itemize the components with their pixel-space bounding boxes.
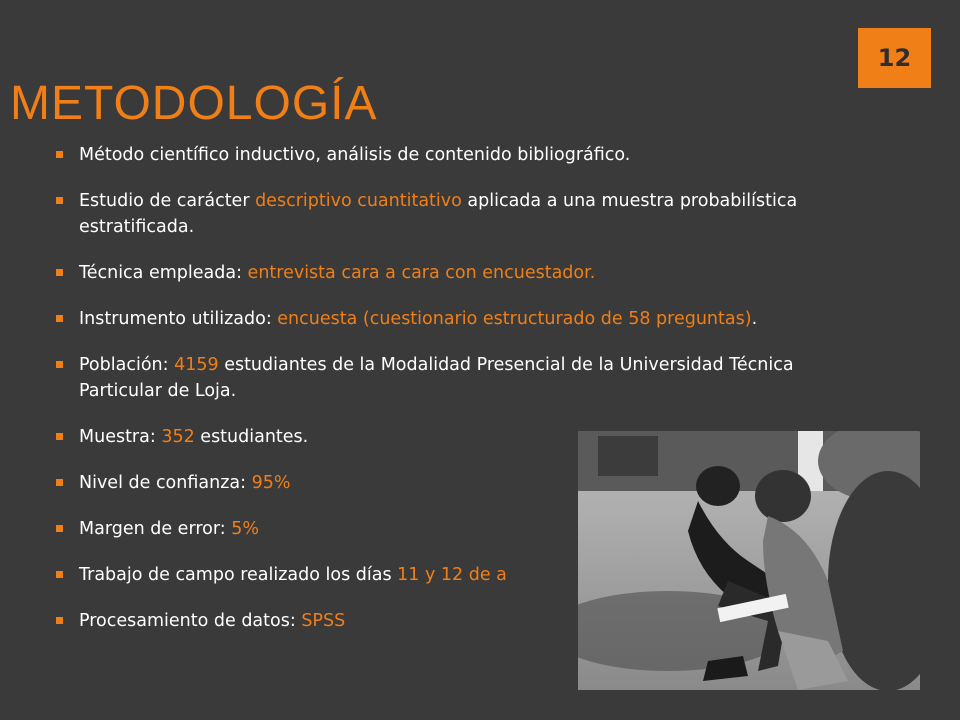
square-bullet-icon	[56, 571, 63, 578]
square-bullet-icon	[56, 479, 63, 486]
slide-title: METODOLOGÍA	[10, 77, 378, 130]
square-bullet-icon	[56, 433, 63, 440]
highlighted-text: entrevista cara a cara con encuestador.	[247, 263, 596, 283]
bullet-item	[56, 306, 856, 332]
square-bullet-icon	[56, 197, 63, 204]
bullet-text: Método científico inductivo, análisis de contenido bibliográfico.	[79, 145, 631, 165]
highlighted-text: 95%	[251, 473, 291, 493]
square-bullet-icon	[56, 525, 63, 532]
slide-number: 12	[877, 44, 912, 72]
bullet-text: estudiantes.	[194, 427, 309, 447]
highlighted-text: 5%	[231, 519, 259, 539]
slide-number-badge	[858, 28, 931, 88]
bullet-text: .	[751, 309, 758, 329]
highlighted-text: descriptivo cuantitativo	[255, 191, 462, 211]
square-bullet-icon	[56, 269, 63, 276]
square-bullet-icon	[56, 315, 63, 322]
square-bullet-icon	[56, 151, 63, 158]
bullet-text: Margen de error:	[79, 519, 232, 539]
bullet-text: estudiantes de la Modalidad Presencial de la Universidad Técnica Particular de Loja.	[79, 355, 794, 401]
highlighted-text: encuesta (cuestionario estructurado de 58 preguntas)	[277, 309, 752, 329]
bullet-text: Nivel de confianza:	[79, 473, 252, 493]
bullet-item	[56, 142, 856, 168]
bullet-text: Estudio de carácter	[79, 191, 256, 211]
highlighted-text: 4159	[174, 355, 219, 375]
bullet-text: Técnica empleada:	[79, 263, 248, 283]
bullet-item	[56, 352, 856, 404]
bullet-text: Procesamiento de datos:	[79, 611, 302, 631]
bullet-item	[56, 188, 856, 240]
bullet-text: Muestra:	[79, 427, 162, 447]
highlighted-text: 11 y 12 de a	[397, 565, 507, 585]
bullet-text: aplicada a una muestra probabilística estratificada.	[79, 191, 798, 237]
students-survey-photo	[578, 431, 920, 690]
bullet-item	[56, 260, 856, 286]
bullet-text: Población:	[79, 355, 175, 375]
bullet-text: Trabajo de campo realizado los días	[79, 565, 398, 585]
square-bullet-icon	[56, 361, 63, 368]
bullet-text: Instrumento utilizado:	[79, 309, 278, 329]
highlighted-text: 352	[161, 427, 195, 447]
highlighted-text: SPSS	[301, 611, 346, 631]
square-bullet-icon	[56, 617, 63, 624]
